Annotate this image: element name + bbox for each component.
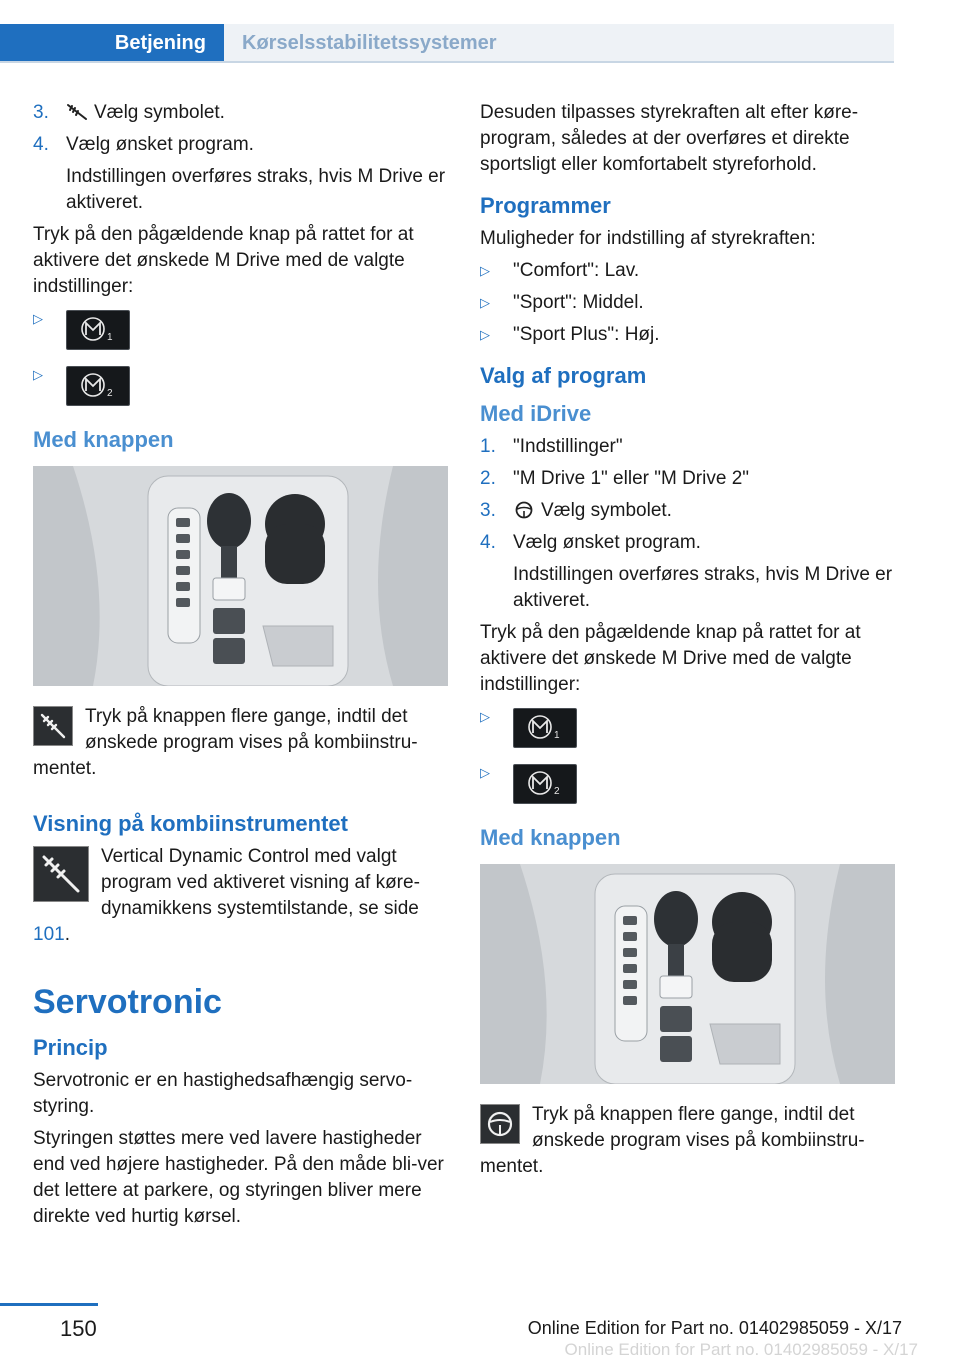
visning-text: Vertical Dynamic Control med valgt program ved aktiveret visning af køre-dynamikkens systemtilstande, se side [101,846,420,919]
watermark: Online Edition for Part no. 01402985059 - X/17 [564,1340,918,1359]
programmer-intro: Muligheder for indstilling af styrekraften: [480,228,816,249]
heading-princip: Princip [33,1035,108,1060]
bullet-triangle-icon: ▷ [480,295,490,310]
knappen-text: Tryk på knappen flere gange, indtil det ønskede program vises på kombiinstru-mentet. [480,1104,865,1177]
visning-note [33,844,448,948]
step-4 [480,530,895,556]
svg-text:2: 2 [107,388,113,399]
heading-visning: Visning på kombiinstrumentet [33,811,348,836]
visning-text-end: . [64,924,70,945]
knappen-instruction [33,704,448,782]
bullet-triangle-icon: ▷ [33,311,43,326]
step-number: 3. [33,102,49,123]
princip-paragraph-2: Styringen støttes mere ved lavere hastigheder end ved højere hastigheder. På den måde bli-ver det lettere at parkere, og styringen bliver mere direkte ved hurtig kørsel. [33,1128,444,1227]
bullet-m1 [480,704,895,750]
step-text: Vælg symbolet. [541,500,672,521]
list-item [480,322,895,348]
right-column [480,100,895,1180]
svg-text:1: 1 [107,332,113,343]
knappen-text: Tryk på knappen flere gange, indtil det ønskede program vises på kombiinstru-mentet. [33,706,418,779]
steering-wheel-icon [480,1104,520,1144]
m2-button-icon [513,764,577,804]
edition-text: Online Edition for Part no. 01402985059 - X/17 [527,1318,902,1338]
bullet-m2 [480,760,895,806]
step-text: Vælg ønsket program. [66,134,254,155]
step-number: 3. [480,500,496,521]
step-4-note: Indstillingen overføres straks, hvis M Drive er aktiveret. [513,564,893,611]
section-tab-korselsstabilitet[interactable]: Kørselsstabilitetssystemer [224,24,894,62]
step-1 [480,434,895,460]
heading-programmer: Programmer [480,193,611,218]
center-console-photo [33,466,448,686]
svg-text:2: 2 [554,786,560,797]
list-item [480,290,895,316]
bullet-triangle-icon: ▷ [480,709,490,724]
bullet-triangle-icon: ▷ [480,327,490,342]
section-tab-betjening[interactable]: Betjening [0,24,224,62]
step-text: Vælg ønsket program. [513,532,701,553]
heading-med-idrive: Med iDrive [480,401,592,426]
step-4-note: Indstillingen overføres straks, hvis M Drive er aktiveret. [66,166,446,213]
bullet-triangle-icon: ▷ [480,263,490,278]
step-number: 1. [480,436,496,457]
bullet-triangle-icon: ▷ [33,367,43,382]
step-number: 4. [33,134,49,155]
title-servotronic: Servotronic [33,983,222,1021]
step-text: "Indstillinger" [513,436,623,457]
bullet-triangle-icon: ▷ [480,765,490,780]
step-3 [33,100,448,126]
m1-button-icon [66,310,130,350]
intro-paragraph: Desuden tilpasses styrekraften alt efter køre-program, således at der overføres et direkte sportsligt eller komfortabelt styreforhold. [480,102,859,175]
shock-absorber-icon [33,706,73,746]
bullet-m2 [33,362,448,408]
steering-wheel-instruction: Tryk på den pågældende knap på rattet for at aktivere det ønskede M Drive med de valgte indstillinger: [480,622,861,695]
option-sport-plus: "Sport Plus": Høj. [513,324,660,345]
steering-wheel-icon [513,501,535,519]
shock-absorber-icon [33,846,89,902]
center-console-photo [480,864,895,1084]
page-header [0,0,960,62]
list-item [480,258,895,284]
step-2 [480,466,895,492]
svg-text:1: 1 [554,730,560,741]
knappen-instruction [480,1102,895,1180]
header-divider [0,61,894,63]
heading-valg-af-program: Valg af program [480,363,647,388]
shock-absorber-icon [66,103,88,121]
footer-divider [0,1303,98,1306]
princip-paragraph-1: Servotronic er en hastighedsafhængig servo-styring. [33,1070,413,1117]
steering-wheel-instruction: Tryk på den pågældende knap på rattet for at aktivere det ønskede M Drive med de valgte indstillinger: [33,224,414,297]
step-number: 2. [480,468,496,489]
m1-button-icon [513,708,577,748]
bullet-m1 [33,306,448,352]
step-3 [480,498,895,524]
left-column [33,100,448,1236]
heading-med-knappen: Med knappen [33,427,174,452]
page-number: 150 [60,1316,97,1341]
m2-button-icon [66,366,130,406]
step-text: "M Drive 1" eller "M Drive 2" [513,468,750,489]
step-text: Vælg symbolet. [94,102,225,123]
option-sport: "Sport": Middel. [513,292,644,313]
heading-med-knappen: Med knappen [480,825,621,850]
option-comfort: "Comfort": Lav. [513,260,640,281]
page-link-101[interactable]: 101 [33,924,65,945]
step-4 [33,132,448,158]
step-number: 4. [480,532,496,553]
